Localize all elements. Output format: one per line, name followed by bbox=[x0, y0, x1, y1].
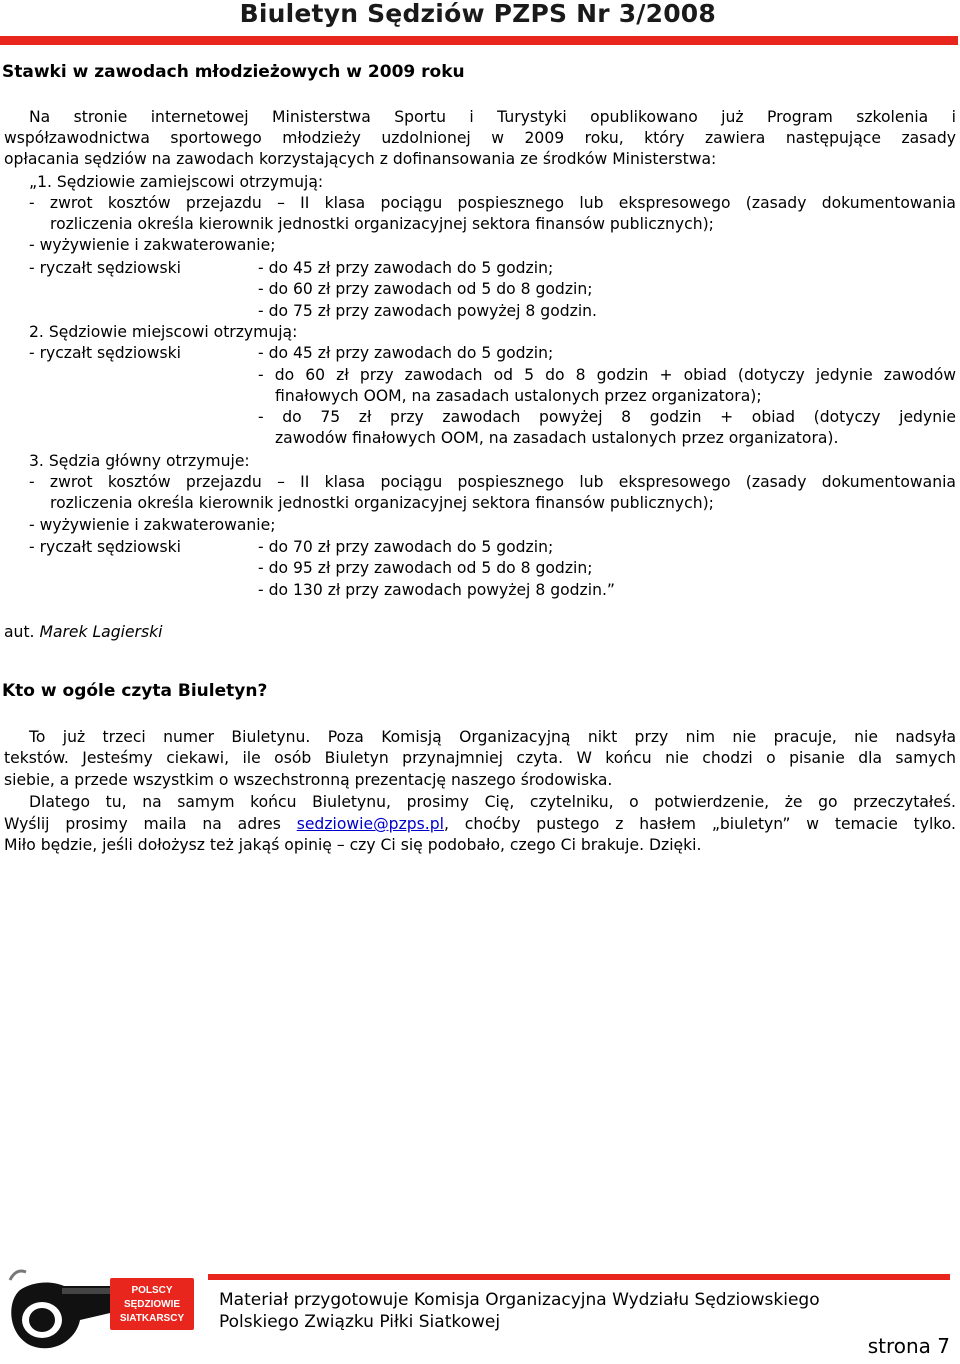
fee-label: - ryczałt sędziowski bbox=[29, 344, 181, 362]
text-segment: , choćby pustego z hasłem „biuletyn” w temacie tylko. bbox=[443, 815, 956, 833]
fee-item: - do 75 zł przy zawodach powyżej 8 godzin. bbox=[258, 302, 597, 320]
section-1-heading: „1. Sędziowie zamiejscowi otrzymują: bbox=[29, 173, 324, 191]
fee-label: - ryczałt sędziowski bbox=[29, 538, 181, 556]
logo-text: SIATKARSCY bbox=[119, 1313, 185, 1324]
fee-item: - do 45 zł przy zawodach do 5 godzin; bbox=[258, 344, 554, 362]
bulletin-title: Biuletyn Sędziów PZPS Nr 3/2008 bbox=[239, 0, 716, 28]
fee-item: - do 60 zł przy zawodach od 5 do 8 godzin + obiad (dotyczy jedynie zawodów bbox=[258, 366, 956, 384]
paragraph-line: To już trzeci numer Biuletynu. Poza Komisją Organizacyjną nikt przy nim nie pracuje, nie nadsyła bbox=[29, 728, 956, 746]
fee-item-continuation: finałowych OOM, na zasadach ustalonych przez organizatora); bbox=[275, 387, 762, 405]
list-item-continuation: rozliczenia określa kierownik jednostki organizacyjnej sektora finansów publicznych); bbox=[50, 215, 714, 233]
footer-rule bbox=[208, 1274, 950, 1280]
paragraph-line bbox=[4, 814, 956, 835]
logo-text: SĘDZIOWIE bbox=[123, 1299, 181, 1310]
section-2-heading: 2. Sędziowie miejscowi otrzymują: bbox=[29, 323, 298, 341]
footer-credit-line: Materiał przygotowuje Komisja Organizacyjna Wydziału Sędziowskiego bbox=[219, 1290, 820, 1310]
page-number: strona 7 bbox=[867, 1334, 950, 1358]
list-item: - zwrot kosztów przejazdu – II klasa pociągu pospiesznego lub ekspresowego (zasady dokumentowania bbox=[29, 194, 956, 212]
paragraph-line: tekstów. Jesteśmy ciekawi, ile osób Biuletyn przynajmniej czyta. W końcu nie chodzi o pisanie dla samych bbox=[4, 749, 956, 767]
logo-text: POLSCY bbox=[131, 1285, 173, 1296]
list-item: - zwrot kosztów przejazdu – II klasa pociągu pospiesznego lub ekspresowego (zasady dokumentowania bbox=[29, 473, 956, 491]
list-item: - wyżywienie i zakwaterowanie; bbox=[29, 516, 276, 534]
fee-item-continuation: zawodów finałowych OOM, na zasadach ustalonych przez organizatora). bbox=[275, 429, 839, 447]
paragraph-line: siebie, a przede wszystkim o wszechstronną prezentację naszego środowiska. bbox=[4, 771, 613, 789]
header-rule bbox=[0, 36, 958, 45]
section-3-heading: 3. Sędzia główny otrzymuje: bbox=[29, 452, 250, 470]
fee-item: - do 95 zł przy zawodach od 5 do 8 godzin; bbox=[258, 559, 593, 577]
fee-item: - do 70 zł przy zawodach do 5 godzin; bbox=[258, 538, 554, 556]
intro-line: współzawodnictwa sportowego młodzieży uzdolnionej w 2009 roku, który zawiera następujące zasady bbox=[4, 129, 956, 147]
author-name: Marek Lagierski bbox=[39, 623, 163, 641]
footer-credit-line: Polskiego Związku Piłki Siatkowej bbox=[219, 1312, 501, 1332]
fee-item: - do 60 zł przy zawodach od 5 do 8 godzin; bbox=[258, 280, 593, 298]
author-prefix: aut. bbox=[4, 623, 35, 641]
article-title-readers: Kto w ogóle czyta Biuletyn? bbox=[2, 681, 268, 701]
email-link[interactable]: sedziowie@pzps.pl bbox=[296, 815, 444, 833]
list-item-continuation: rozliczenia określa kierownik jednostki organizacyjnej sektora finansów publicznych); bbox=[50, 494, 714, 512]
fee-item: - do 45 zł przy zawodach do 5 godzin; bbox=[258, 259, 554, 277]
intro-line: opłacania sędziów na zawodach korzystających z dofinansowania ze środków Ministerstwa: bbox=[4, 150, 717, 168]
text-segment: Wyślij prosimy maila na adres bbox=[4, 815, 297, 833]
list-item: - wyżywienie i zakwaterowanie; bbox=[29, 236, 276, 254]
article-title-rates: Stawki w zawodach młodzieżowych w 2009 roku bbox=[2, 62, 465, 82]
author-line bbox=[4, 622, 162, 643]
fee-item: - do 130 zł przy zawodach powyżej 8 godzin.” bbox=[258, 581, 615, 599]
whistle-logo bbox=[2, 1250, 194, 1362]
fee-item: - do 75 zł przy zawodach powyżej 8 godzin + obiad (dotyczy jedynie bbox=[258, 408, 956, 426]
fee-label: - ryczałt sędziowski bbox=[29, 259, 181, 277]
intro-line: Na stronie internetowej Ministerstwa Sportu i Turystyki opublikowano już Program szkolenia i bbox=[29, 108, 956, 126]
paragraph-line: Miło będzie, jeśli dołożysz też jakąś opinię – czy Ci się podobało, czego Ci brakuje. Dzięki. bbox=[4, 836, 702, 854]
paragraph-line: Dlatego tu, na samym końcu Biuletynu, prosimy Cię, czytelniku, o potwierdzenie, że go przeczytałeś. bbox=[29, 793, 956, 811]
